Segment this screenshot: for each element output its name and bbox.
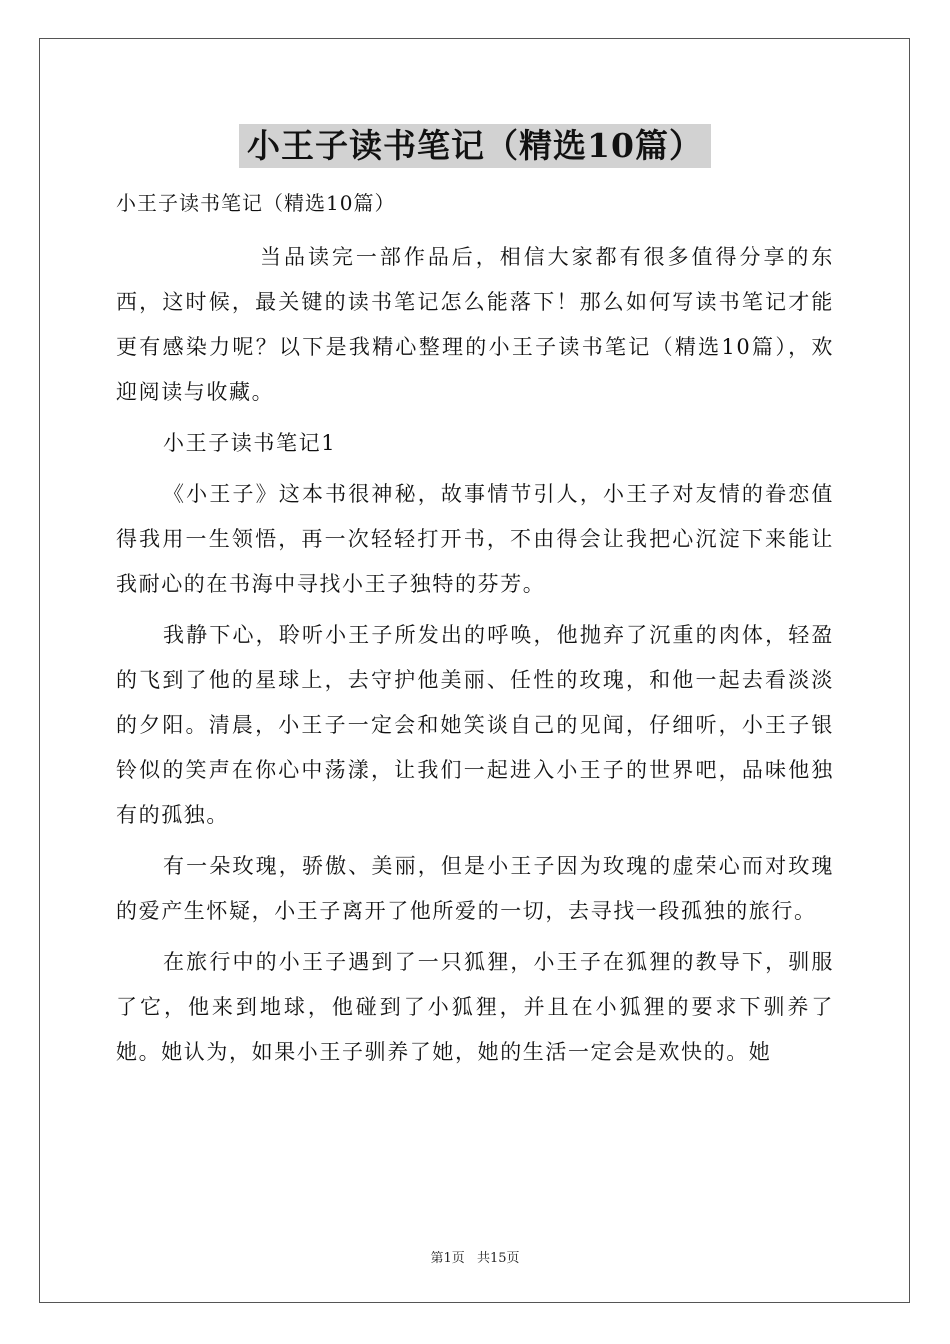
- body-paragraph: 我静下心，聆听小王子所发出的呼唤，他抛弃了沉重的肉体，轻盈的飞到了他的星球上，去守护他美丽、任性的玫瑰，和他一起去看淡淡的夕阳。清晨，小王子一定会和她笑谈自己的见闻，仔细听，小王子银铃似的笑声在你心中荡漾，让我们一起进入小王子的世界吧，品味他独有的孤独。: [116, 623, 834, 827]
- page-number: 第1页: [430, 1251, 465, 1266]
- document-body: [116, 181, 834, 1081]
- body-paragraph: 在旅行中的小王子遇到了一只狐狸，小王子在狐狸的教导下，驯服了它，他来到地球，他碰到了小狐狸，并且在小狐狸的要求下驯养了她。她认为，如果小王子驯养了她，她的生活一定会是欢快的。她: [116, 950, 834, 1064]
- document-title: 小王子读书笔记（精选10篇）: [239, 124, 711, 168]
- document-subtitle: 小王子读书笔记（精选10篇）: [116, 191, 396, 215]
- page-total: 共15页: [476, 1251, 520, 1266]
- page-footer: [0, 1247, 950, 1266]
- section-heading: 小王子读书笔记1: [163, 431, 337, 455]
- body-paragraph: 有一朵玫瑰，骄傲、美丽，但是小王子因为玫瑰的虚荣心而对玫瑰的爱产生怀疑，小王子离开了他所爱的一切，去寻找一段孤独的旅行。: [116, 854, 834, 923]
- intro-paragraph: 当品读完一部作品后，相信大家都有很多值得分享的东西，这时候，最关键的读书笔记怎么能落下！那么如何写读书笔记才能更有感染力呢？以下是我精心整理的小王子读书笔记（精选10篇），欢迎阅读与收藏。: [116, 245, 834, 404]
- body-paragraph: 《小王子》这本书很神秘，故事情节引人，小王子对友情的眷恋值得我用一生领悟，再一次轻轻打开书，不由得会让我把心沉淀下来能让我耐心的在书海中寻找小王子独特的芬芳。: [116, 482, 834, 596]
- title-container: [0, 124, 950, 168]
